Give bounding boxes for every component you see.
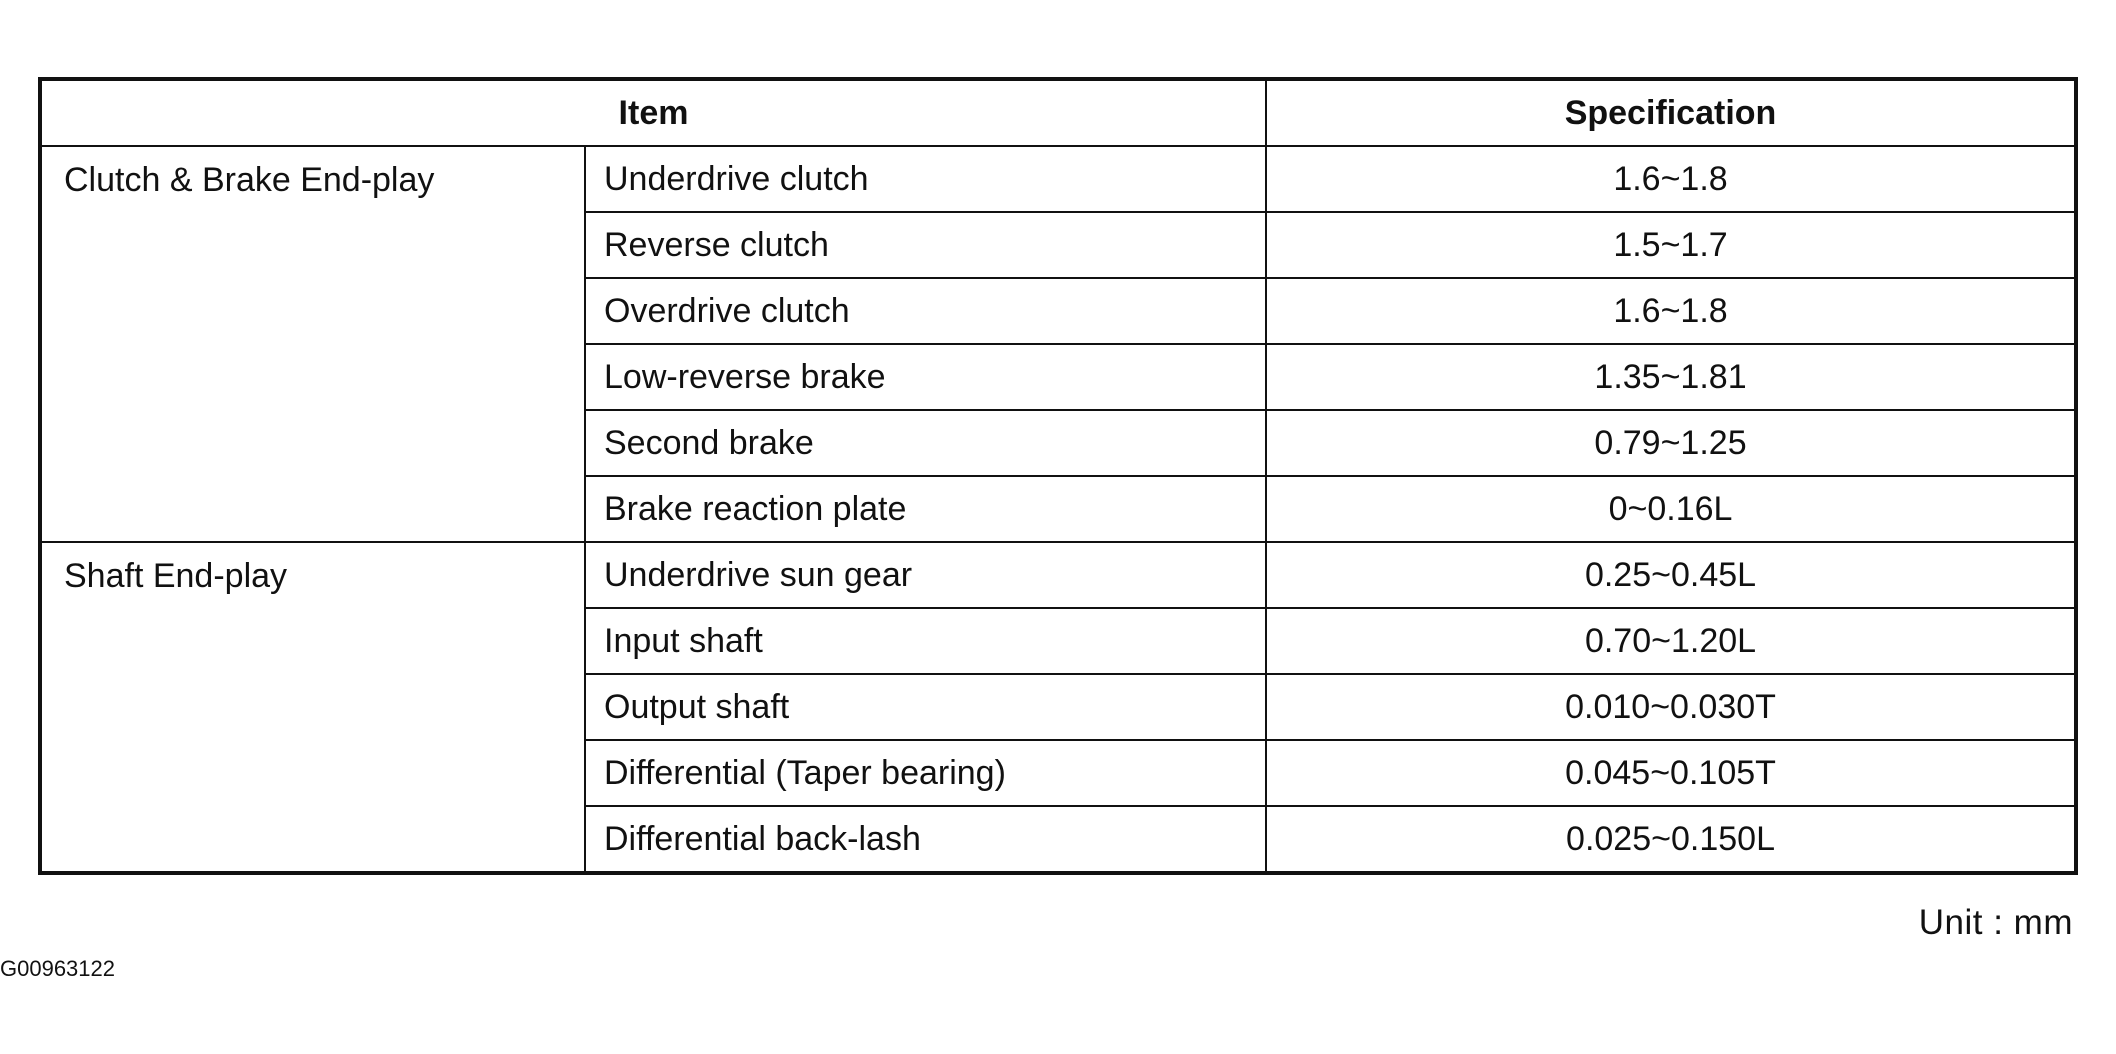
table-row bbox=[40, 146, 2076, 212]
unit-note: Unit : mm bbox=[1918, 903, 2073, 942]
group-label-shaft: Shaft End-play bbox=[40, 542, 585, 873]
table-header-row bbox=[40, 79, 2076, 146]
item-cell: Second brake bbox=[585, 410, 1266, 476]
item-cell: Underdrive sun gear bbox=[585, 542, 1266, 608]
spec-value-cell: 0.70~1.20L bbox=[1266, 608, 2076, 674]
spec-value-cell: 0.25~0.45L bbox=[1266, 542, 2076, 608]
item-cell: Reverse clutch bbox=[585, 212, 1266, 278]
spec-value-cell: 0.025~0.150L bbox=[1266, 806, 2076, 873]
item-column-header: Item bbox=[40, 79, 1266, 146]
item-cell: Overdrive clutch bbox=[585, 278, 1266, 344]
figure-code: G00963122 bbox=[0, 956, 115, 981]
specification-table bbox=[38, 77, 2078, 875]
spec-value-cell: 0.79~1.25 bbox=[1266, 410, 2076, 476]
spec-value-cell: 1.35~1.81 bbox=[1266, 344, 2076, 410]
spec-value-cell: 1.5~1.7 bbox=[1266, 212, 2076, 278]
specification-column-header: Specification bbox=[1266, 79, 2076, 146]
item-cell: Differential (Taper bearing) bbox=[585, 740, 1266, 806]
spec-value-cell: 1.6~1.8 bbox=[1266, 278, 2076, 344]
item-cell: Low-reverse brake bbox=[585, 344, 1266, 410]
spec-value-cell: 1.6~1.8 bbox=[1266, 146, 2076, 212]
group-label-clutch-brake: Clutch & Brake End-play bbox=[40, 146, 585, 542]
item-cell: Brake reaction plate bbox=[585, 476, 1266, 542]
item-cell: Output shaft bbox=[585, 674, 1266, 740]
spec-value-cell: 0~0.16L bbox=[1266, 476, 2076, 542]
spec-value-cell: 0.010~0.030T bbox=[1266, 674, 2076, 740]
table-row bbox=[40, 542, 2076, 608]
item-cell: Underdrive clutch bbox=[585, 146, 1266, 212]
item-cell: Input shaft bbox=[585, 608, 1266, 674]
spec-value-cell: 0.045~0.105T bbox=[1266, 740, 2076, 806]
item-cell: Differential back-lash bbox=[585, 806, 1266, 873]
